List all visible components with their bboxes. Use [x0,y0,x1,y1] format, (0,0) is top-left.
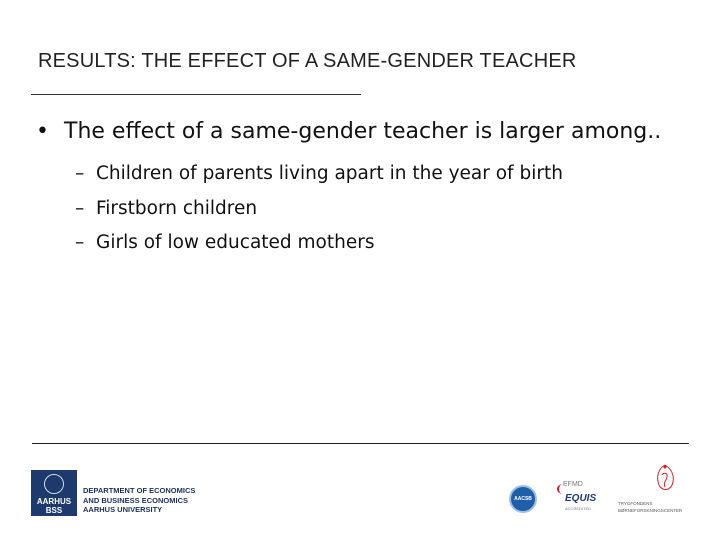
department-name [83,486,195,515]
trygfonden-line2: BØRNEFORSKNINGSCENTER [618,508,683,513]
aarhus-university-logo [31,470,77,516]
equis-top: EFMD [563,481,583,488]
trygfonden-emblem-icon [654,463,676,493]
dash-marker: – [75,197,85,219]
department-line: DEPARTMENT OF ECONOMICS [83,486,196,495]
trygfonden-line1: TRYGFONDENS [618,501,653,506]
sub-bullet [75,157,563,192]
sub-bullet-text: Girls of low educated mothers [96,232,375,253]
sub-bullet [75,192,563,227]
title-underline [31,94,361,95]
aacsb-accreditation-logo: AACSB [509,485,537,513]
bullet-marker: • [36,119,49,144]
sub-bullet-list [75,157,563,261]
logo-line1: AARHUS [36,497,72,506]
equis-accreditation-logo [557,481,601,515]
main-bullet-text: The effect of a same-gender teacher is larger among.. [64,119,662,144]
sub-bullet-text: Children of parents living apart in the year of birth [96,163,563,184]
department-line: AND BUSINESS ECONOMICS [83,495,189,505]
university-seal-icon [44,474,64,494]
dash-marker: – [75,232,85,253]
equis-small: ACCREDITED [565,506,592,511]
trygfonden-logo [618,463,690,515]
equis-name: EQUIS [565,493,597,504]
main-bullet [36,118,661,146]
sub-bullet-text: Firstborn children [96,197,258,219]
department-line: AARHUS UNIVERSITY [83,505,163,514]
sub-bullet [75,226,563,261]
footer-divider [32,443,689,444]
slide-title: RESULTS: THE EFFECT OF A SAME-GENDER TEACHER [38,50,577,72]
logo-line2: BSS [45,506,63,515]
dash-marker: – [75,163,85,184]
